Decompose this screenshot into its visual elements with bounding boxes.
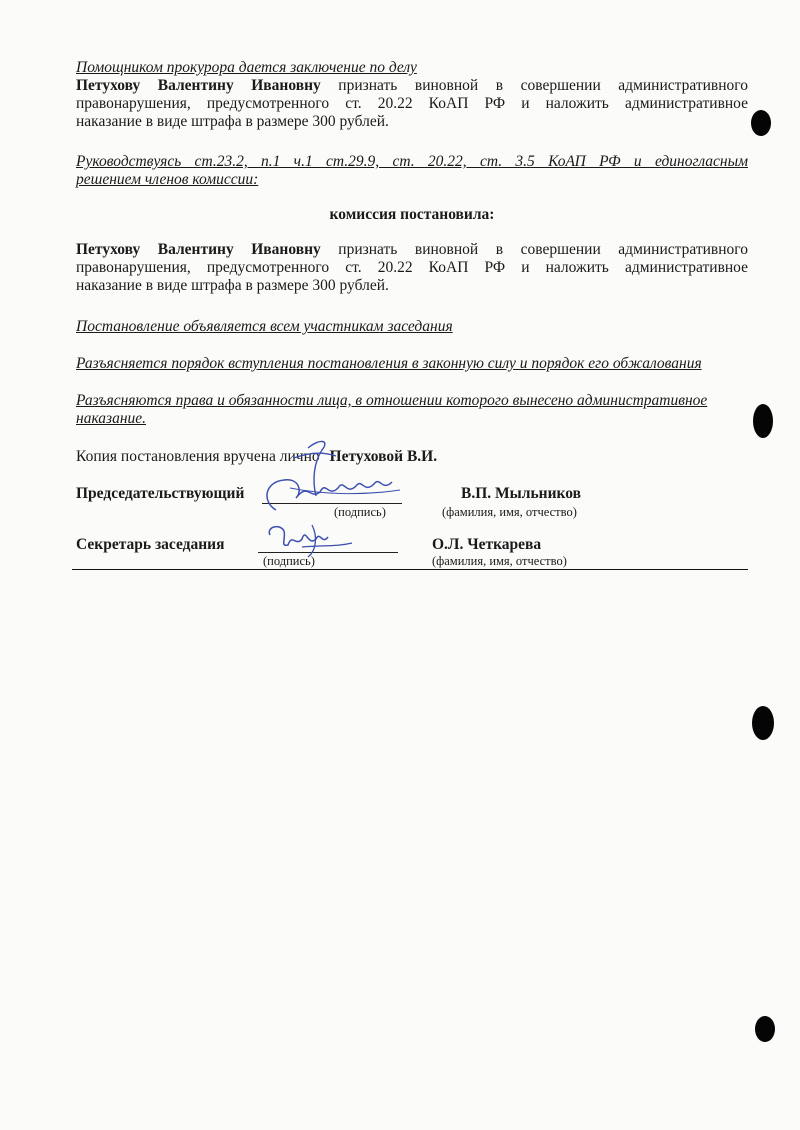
secretary-signature-icon [262,517,362,565]
secretary-name: О.Л. Четкарева [432,536,542,553]
secretary-name-caption: (фамилия, имя, отчество) [432,554,567,568]
chair-role: Председательствующий [76,485,245,502]
chair-name-caption: (фамилия, имя, отчество) [442,505,577,519]
decision-line-2: правонарушения, предусмотренного ст. 20.22 КоАП РФ и наложить административное [76,259,748,276]
assistant-conclusion-heading: Помощником прокурора дается заключение по делу [76,59,417,76]
guided-line-2: решением членов комиссии: [76,171,259,188]
decision-line-1: Петухову Валентину Ивановну признать виновной в совершении административного [76,241,748,258]
announcement-line: Постановление объявляется всем участникам заседания [76,318,453,335]
conclusion-paragraph [76,77,748,131]
bottom-rule [72,569,748,570]
chair-name: В.П. Мыльников [461,485,581,502]
secretary-signature-caption: (подпись) [263,554,315,568]
rights-line-1: Разъясняются права и обязанности лица, в отношении которого вынесено административное [76,392,708,409]
chair-signature-icon [250,430,410,520]
guided-by-paragraph [76,153,748,189]
guided-line-1: Руководствуясь ст.23.2, п.1 ч.1 ст.29.9, ст. 20.22, ст. 3.5 КоАП РФ и единогласным [76,153,748,170]
conclusion-line-2: правонарушения, предусмотренного ст. 20.22 КоАП РФ и наложить административное [76,95,748,112]
punch-hole-2 [753,404,773,438]
commission-decided-heading: комиссия постановила: [329,206,495,223]
chair-signature-caption: (подпись) [334,505,386,519]
conclusion-line-3: наказание в виде штрафа в размере 300 рублей. [76,113,389,130]
punch-hole-3 [752,706,774,740]
rights-explanation [76,392,748,428]
decision-person-name: Петухову Валентину Ивановну [76,241,321,258]
secretary-role: Секретарь заседания [76,536,225,553]
punch-hole-4 [755,1016,775,1042]
punch-hole-1 [751,110,771,136]
rights-line-2: наказание. [76,410,147,427]
decision-paragraph [76,241,748,295]
copy-handed-text: Копия постановления вручена лично [76,448,320,465]
appeal-order-line: Разъясняется порядок вступления постановления в законную силу и порядок его обжалования [76,355,702,372]
conclusion-line-1: Петухову Валентину Ивановну признать виновной в совершении административного [76,77,748,94]
conclusion-person-name: Петухову Валентину Ивановну [76,77,321,94]
decision-line-3: наказание в виде штрафа в размере 300 рублей. [76,277,389,294]
copy-recipient-name: Петуховой В.И. [329,448,438,465]
